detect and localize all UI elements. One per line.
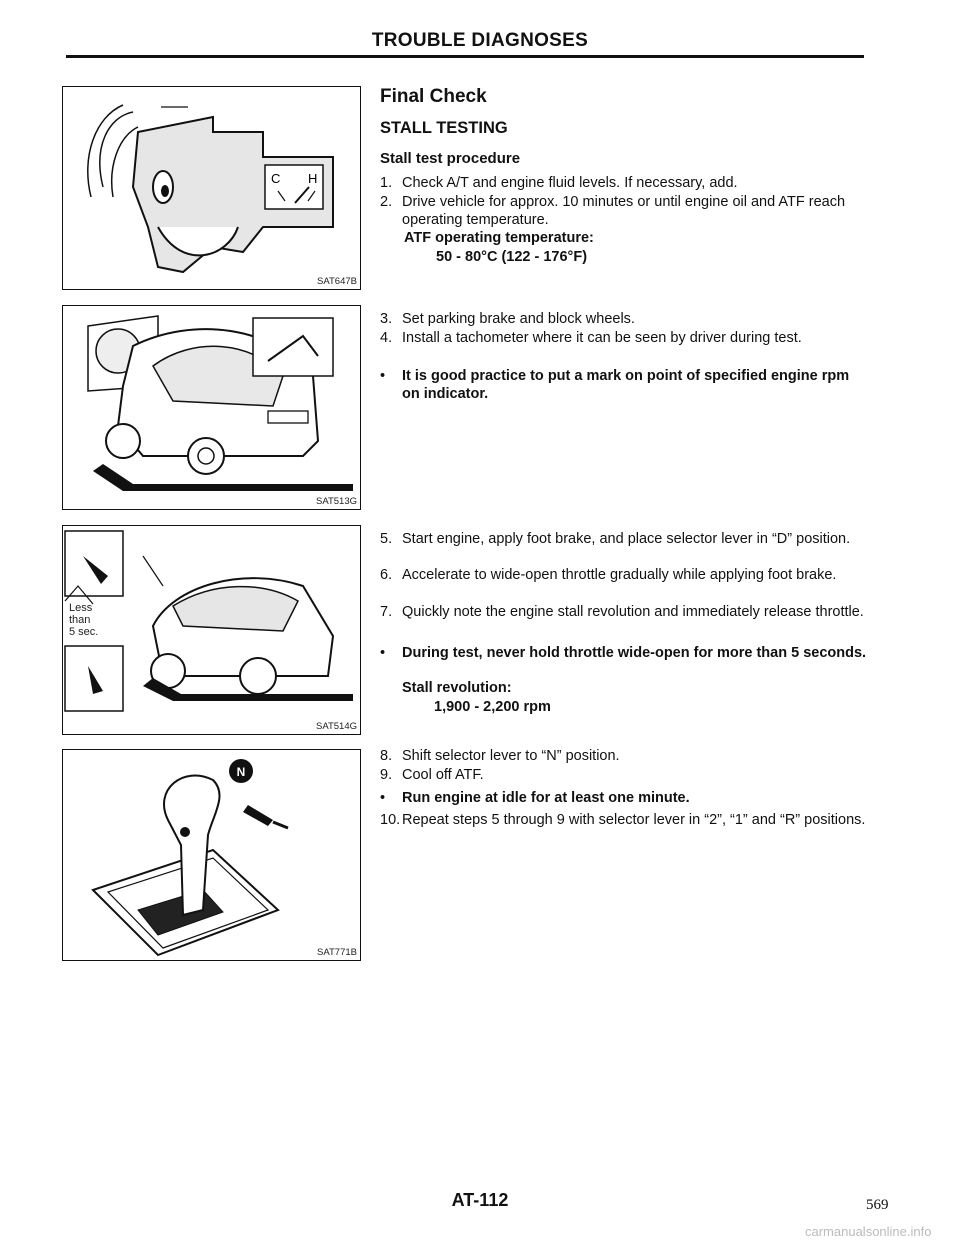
note-text: During test, never hold throttle wide-open for more than 5 seconds. — [402, 645, 867, 661]
figure-code: SAT514G — [315, 721, 357, 732]
watermark: carmanualsonline.info — [805, 1224, 932, 1239]
step-number: 9. — [380, 767, 393, 783]
duration-label-line: than — [69, 614, 91, 626]
step-number: 5. — [380, 531, 393, 547]
figure-sat513g — [62, 305, 361, 510]
page-number: 569 — [866, 1197, 889, 1213]
step-text: Accelerate to wide-open throttle gradually while applying foot brake. — [402, 567, 837, 583]
figure-sat514g — [62, 525, 361, 735]
step-number: 8. — [380, 748, 393, 764]
figure-code: SAT771B — [317, 947, 357, 958]
figure-sat647b — [62, 86, 361, 290]
bullet: • — [380, 645, 386, 661]
step-number: 7. — [380, 604, 393, 620]
svg-text:C: C — [271, 171, 281, 186]
page-header-title: TROUBLE DIAGNOSES — [371, 30, 589, 51]
step-number: 3. — [380, 311, 393, 327]
atf-temp-value: 50 - 80°C (122 - 176°F) — [436, 249, 588, 265]
step-text: Repeat steps 5 through 9 with selector lever in “2”, “1” and “R” positions. — [402, 812, 866, 828]
note-text: Run engine at idle for at least one minute. — [402, 790, 690, 806]
atf-temp-label: ATF operating temperature: — [404, 230, 594, 246]
duration-label-line: Less — [69, 602, 93, 614]
cartoon-gauge-mascot-icon — [63, 87, 359, 287]
bullet: • — [380, 790, 386, 806]
figure-code: SAT647B — [317, 276, 357, 287]
stall-rev-value: 1,900 - 2,200 rpm — [434, 699, 551, 715]
selector-lever-neutral-icon — [63, 750, 359, 958]
section-heading: STALL TESTING — [380, 119, 508, 137]
step-text: Start engine, apply foot brake, and place selector lever in “D” position. — [402, 531, 851, 547]
header-rule — [66, 55, 864, 58]
step-number: 6. — [380, 567, 393, 583]
car-foot-brake-throttle-icon — [63, 526, 359, 732]
car-parking-brake-tachometer-icon — [63, 306, 359, 508]
step-text: Check A/T and engine fluid levels. If necessary, add. — [402, 175, 738, 191]
step-number: 4. — [380, 330, 393, 346]
figure-sat771b — [62, 749, 361, 961]
note-text: It is good practice to put a mark on point of specified engine rpm on indicator. — [402, 368, 850, 402]
step-text: Install a tachometer where it can be seen by driver during test. — [402, 330, 802, 346]
svg-text:H: H — [308, 171, 318, 186]
step-number: 2. — [380, 194, 393, 210]
step-text: Quickly note the engine stall revolution and immediately release throttle. — [402, 604, 864, 620]
duration-label — [69, 602, 98, 638]
page-title: Final Check — [380, 86, 487, 107]
step-text: Set parking brake and block wheels. — [402, 311, 635, 327]
subsection-heading: Stall test procedure — [380, 150, 521, 167]
bullet: • — [380, 368, 386, 384]
neutral-badge-text: N — [236, 765, 246, 779]
step-text: Shift selector lever to “N” position. — [402, 748, 620, 764]
page-reference: AT-112 — [451, 1190, 509, 1210]
step-number: 10. — [380, 812, 401, 828]
stall-rev-label: Stall revolution: — [402, 680, 512, 696]
step-text: Cool off ATF. — [402, 767, 484, 783]
duration-label-line: 5 sec. — [69, 626, 99, 638]
step-text: Drive vehicle for approx. 10 minutes or until engine oil and ATF reach operating temperature. — [402, 194, 846, 228]
step-number: 1. — [380, 175, 393, 191]
figure-code: SAT513G — [315, 496, 357, 507]
